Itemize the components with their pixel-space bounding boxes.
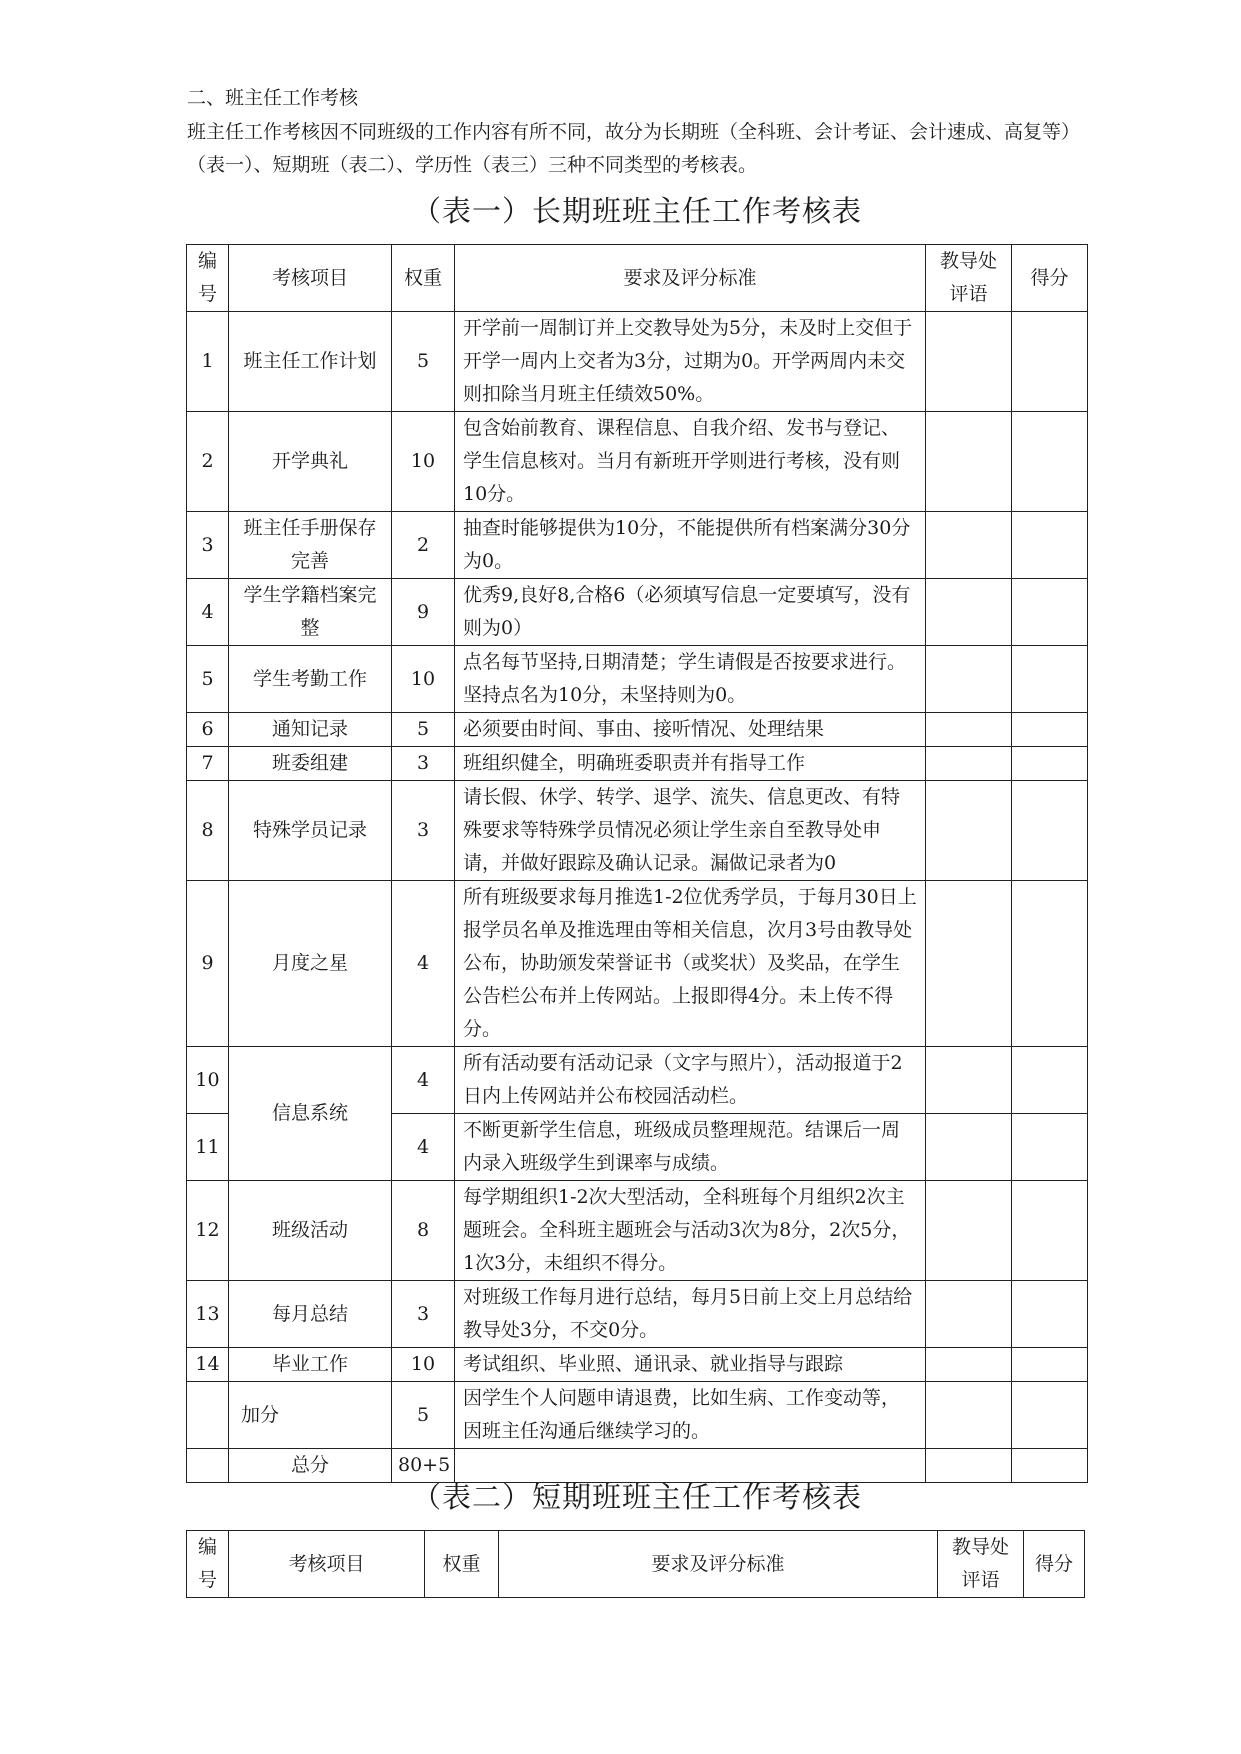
row-comment-cell[interactable] xyxy=(926,747,1012,781)
row-num: 6 xyxy=(187,713,229,747)
row-num: 1 xyxy=(187,312,229,412)
row-criteria: 对班级工作每月进行总结，每月5日前上交上月总结给教导处3分，不交0分。 xyxy=(455,1281,926,1348)
table2-title: （表二）短期班班主任工作考核表 xyxy=(411,1480,862,1514)
row-item: 开学典礼 xyxy=(229,412,392,512)
intro-line: 班主任工作考核因不同班级的工作内容有所不同，故分为长期班（全科班、会计考证、会计速成、高复等） xyxy=(187,121,1081,143)
table-row xyxy=(187,1348,1088,1382)
row-score-cell[interactable] xyxy=(1012,781,1088,881)
row-item: 班主任工作计划 xyxy=(229,312,392,412)
row-score-cell[interactable] xyxy=(1012,646,1088,713)
table-row xyxy=(187,781,1088,881)
row-weight: 10 xyxy=(392,1348,455,1382)
row-criteria xyxy=(455,1449,926,1483)
row-weight: 80+5 xyxy=(392,1449,455,1483)
row-criteria: 班组织健全，明确班委职责并有指导工作 xyxy=(455,747,926,781)
row-weight: 10 xyxy=(392,646,455,713)
table-row xyxy=(187,1047,1088,1114)
header-num: 编号 xyxy=(187,245,229,312)
row-item: 通知记录 xyxy=(229,713,392,747)
row-score-cell[interactable] xyxy=(1012,747,1088,781)
header-comment: 教导处评语 xyxy=(926,245,1012,312)
row-score-cell[interactable] xyxy=(1012,512,1088,579)
row-weight: 5 xyxy=(392,312,455,412)
table-row xyxy=(187,579,1088,646)
row-num: 5 xyxy=(187,646,229,713)
table1-title: （表一）长期班班主任工作考核表 xyxy=(411,194,862,228)
row-weight: 5 xyxy=(392,713,455,747)
row-criteria: 开学前一周制订并上交教导处为5分，未及时上交但于开学一周内上交者为3分，过期为0。开学两周内未交则扣除当月班主任绩效50%。 xyxy=(455,312,926,412)
row-num: 11 xyxy=(187,1114,229,1181)
row-num: 9 xyxy=(187,881,229,1047)
assessment-table-long-term xyxy=(186,244,1088,1483)
row-comment-cell[interactable] xyxy=(926,1348,1012,1382)
table-row xyxy=(187,312,1088,412)
row-criteria: 考试组织、毕业照、通讯录、就业指导与跟踪 xyxy=(455,1348,926,1382)
header-weight: 权重 xyxy=(425,1531,499,1598)
row-criteria: 必须要由时间、事由、接听情况、处理结果 xyxy=(455,713,926,747)
header-comment: 教导处评语 xyxy=(938,1531,1024,1598)
row-score-cell[interactable] xyxy=(1012,1114,1088,1181)
row-weight: 4 xyxy=(392,881,455,1047)
row-num: 14 xyxy=(187,1348,229,1382)
row-score-cell[interactable] xyxy=(1012,713,1088,747)
row-comment-cell[interactable] xyxy=(926,1281,1012,1348)
table-row xyxy=(187,412,1088,512)
row-num: 13 xyxy=(187,1281,229,1348)
row-criteria: 所有班级要求每月推选1-2位优秀学员，于每月30日上报学员名单及推选理由等相关信息，次月3号由教导处公布，协助颁发荣誉证书（或奖状）及奖品，在学生公告栏公布并上传网站。上报即得4分。未上传不得分。 xyxy=(455,881,926,1047)
row-score-cell[interactable] xyxy=(1012,1281,1088,1348)
row-item: 毕业工作 xyxy=(229,1348,392,1382)
row-criteria: 因学生个人问题申请退费，比如生病、工作变动等，因班主任沟通后继续学习的。 xyxy=(455,1382,926,1449)
table-header-row xyxy=(187,245,1088,312)
table-row xyxy=(187,881,1088,1047)
row-weight: 8 xyxy=(392,1181,455,1281)
row-score-cell[interactable] xyxy=(1012,312,1088,412)
row-comment-cell[interactable] xyxy=(926,881,1012,1047)
row-score-cell[interactable] xyxy=(1012,1047,1088,1114)
table-total-row xyxy=(187,1449,1088,1483)
row-comment-cell[interactable] xyxy=(926,646,1012,713)
table-header-row xyxy=(187,1531,1085,1598)
intro-paragraph xyxy=(187,116,1207,182)
section-heading: 二、班主任工作考核 xyxy=(187,87,359,109)
header-num: 编号 xyxy=(187,1531,229,1598)
row-criteria: 请长假、休学、转学、退学、流失、信息更改、有特殊要求等特殊学员情况必须让学生亲自至教导处申请，并做好跟踪及确认记录。漏做记录者为0 xyxy=(455,781,926,881)
row-comment-cell[interactable] xyxy=(926,713,1012,747)
row-num: 12 xyxy=(187,1181,229,1281)
row-score-cell[interactable] xyxy=(1012,1181,1088,1281)
row-criteria: 每学期组织1-2次大型活动，全科班每个月组织2次主题班会。全科班主题班会与活动3次为8分，2次5分，1次3分，未组织不得分。 xyxy=(455,1181,926,1281)
row-criteria: 点名每节坚持,日期清楚；学生请假是否按要求进行。坚持点名为10分，未坚持则为0。 xyxy=(455,646,926,713)
row-item: 班级活动 xyxy=(229,1181,392,1281)
row-comment-cell[interactable] xyxy=(926,1449,1012,1483)
row-num: 7 xyxy=(187,747,229,781)
row-comment-cell[interactable] xyxy=(926,412,1012,512)
row-item: 学生考勤工作 xyxy=(229,646,392,713)
row-weight: 4 xyxy=(392,1047,455,1114)
table-row xyxy=(187,1281,1088,1348)
header-criteria: 要求及评分标准 xyxy=(455,245,926,312)
row-criteria: 优秀9,良好8,合格6（必须填写信息一定要填写，没有则为0） xyxy=(455,579,926,646)
row-criteria: 包含始前教育、课程信息、自我介绍、发书与登记、学生信息核对。当月有新班开学则进行考核，没有则10分。 xyxy=(455,412,926,512)
row-weight: 10 xyxy=(392,412,455,512)
row-weight: 2 xyxy=(392,512,455,579)
row-num: 2 xyxy=(187,412,229,512)
row-comment-cell[interactable] xyxy=(926,1181,1012,1281)
row-comment-cell[interactable] xyxy=(926,1382,1012,1449)
header-item: 考核项目 xyxy=(229,245,392,312)
header-criteria: 要求及评分标准 xyxy=(499,1531,938,1598)
row-score-cell[interactable] xyxy=(1012,1348,1088,1382)
header-score: 得分 xyxy=(1024,1531,1085,1598)
row-item: 学生学籍档案完整 xyxy=(229,579,392,646)
row-criteria: 所有活动要有活动记录（文字与照片），活动报道于2日内上传网站并公布校园活动栏。 xyxy=(455,1047,926,1114)
row-comment-cell[interactable] xyxy=(926,579,1012,646)
row-weight: 3 xyxy=(392,747,455,781)
row-score-cell[interactable] xyxy=(1012,881,1088,1047)
row-criteria: 抽查时能够提供为10分，不能提供所有档案满分30分为0。 xyxy=(455,512,926,579)
row-item: 信息系统 xyxy=(229,1047,392,1181)
row-item: 加分 xyxy=(229,1382,392,1449)
row-comment-cell[interactable] xyxy=(926,1047,1012,1114)
row-score-cell[interactable] xyxy=(1012,1449,1088,1483)
table-row xyxy=(187,747,1088,781)
row-weight: 4 xyxy=(392,1114,455,1181)
row-comment-cell[interactable] xyxy=(926,312,1012,412)
row-num xyxy=(187,1382,229,1449)
table-row xyxy=(187,1382,1088,1449)
header-score: 得分 xyxy=(1012,245,1088,312)
row-score-cell[interactable] xyxy=(1012,412,1088,512)
header-item: 考核项目 xyxy=(229,1531,425,1598)
table-row xyxy=(187,1181,1088,1281)
row-num: 4 xyxy=(187,579,229,646)
row-item: 特殊学员记录 xyxy=(229,781,392,881)
row-comment-cell[interactable] xyxy=(926,781,1012,881)
intro-line: （表一）、短期班（表二）、学历性（表三）三种不同类型的考核表。 xyxy=(187,154,758,176)
row-score-cell[interactable] xyxy=(1012,1382,1088,1449)
row-weight: 5 xyxy=(392,1382,455,1449)
row-num: 3 xyxy=(187,512,229,579)
row-score-cell[interactable] xyxy=(1012,579,1088,646)
table-row xyxy=(187,713,1088,747)
row-criteria: 不断更新学生信息，班级成员整理规范。结课后一周内录入班级学生到课率与成绩。 xyxy=(455,1114,926,1181)
row-item: 月度之星 xyxy=(229,881,392,1047)
row-comment-cell[interactable] xyxy=(926,512,1012,579)
row-item: 每月总结 xyxy=(229,1281,392,1348)
row-weight: 3 xyxy=(392,1281,455,1348)
header-weight: 权重 xyxy=(392,245,455,312)
row-weight: 3 xyxy=(392,781,455,881)
row-weight: 9 xyxy=(392,579,455,646)
table-row xyxy=(187,646,1088,713)
row-comment-cell[interactable] xyxy=(926,1114,1012,1181)
row-num: 10 xyxy=(187,1047,229,1114)
row-num: 8 xyxy=(187,781,229,881)
row-item: 总分 xyxy=(229,1449,392,1483)
assessment-table-short-term xyxy=(186,1530,1085,1598)
table-row xyxy=(187,512,1088,579)
row-item: 班委组建 xyxy=(229,747,392,781)
row-num xyxy=(187,1449,229,1483)
row-item: 班主任手册保存完善 xyxy=(229,512,392,579)
